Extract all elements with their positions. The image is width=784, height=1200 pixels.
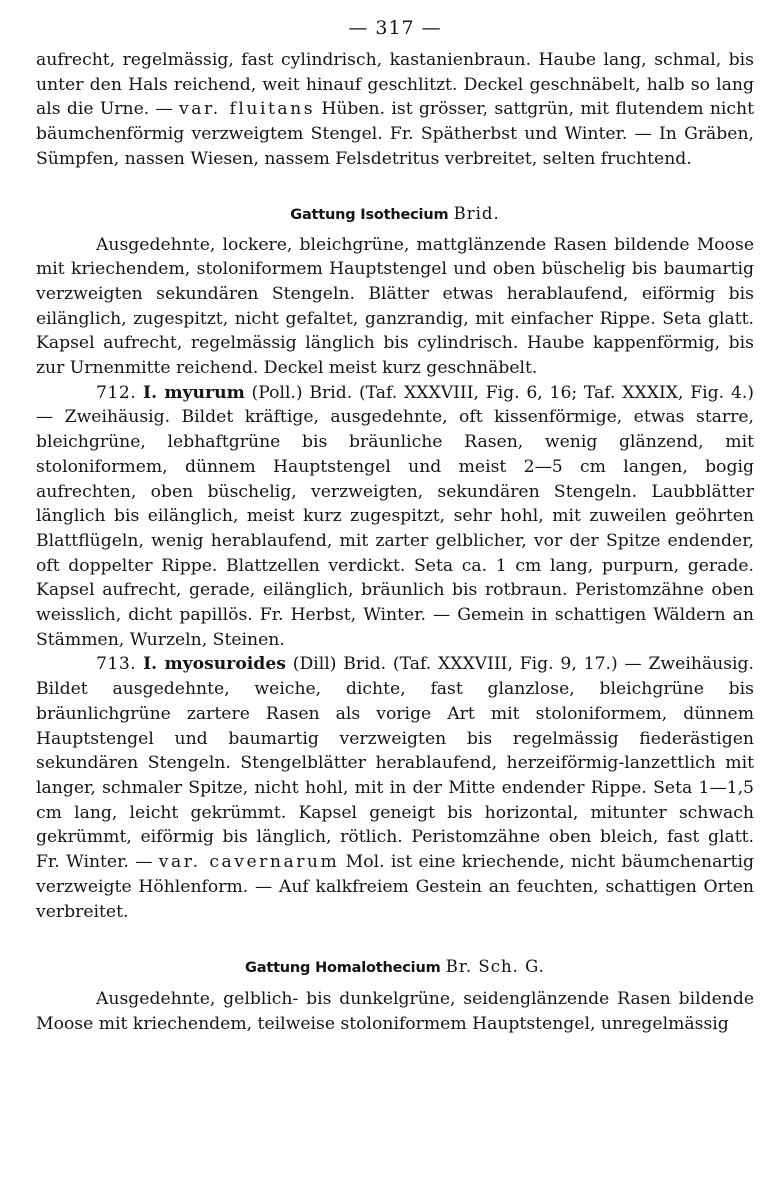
paragraph-text: Hüben. ist grösser, sattgrün, mit flutendem nicht bäumchenförmig verzweigtem Stengel. Fr. Spätherbst und Winter. — In Gräben, Sümpfen, nassen Wiesen, nassem Felsdetritus verbreitet, selten fruchtend. [36, 99, 754, 169]
genus-description: Ausgedehnte, gelblich- bis dunkelgrüne, seidenglänzende Rasen bildende Moose mit kriechendem, teilweise stoloniformem Hauptstengel, unregelmässig [36, 989, 754, 1034]
genus-heading-isothecium [36, 202, 754, 227]
variety-name: var. fluitans [179, 99, 316, 120]
paragraph-continuation [36, 48, 754, 172]
genus-author: Brid. [453, 203, 500, 223]
paragraph-text: aufrecht, regelmässig, fast cylindrisch, kastanienbraun. Haube lang, schmal, bis unter den Hals reichend, weit hinauf geschlitzt. Deckel geschnäbelt, halb so lang als die Urne. — [36, 50, 754, 120]
species-name: I. myosuroides [143, 654, 286, 675]
genus-author: Br. Sch. G. [445, 957, 545, 977]
genus-description: Ausgedehnte, lockere, bleichgrüne, mattglänzende Rasen bildende Moose mit kriechendem, stoloniformem Hauptstengel und oben büschelig bis baumartig verzweigten sekundären Stengeln. Blätter etwas herablaufend, eiförmig bis eilänglich, zugespitzt, nicht gefaltet, ganzrandig, mit einfacher Rippe. Seta glatt. Kapsel aufrecht, regelmässig länglich bis cylindrisch. Haube kappenförmig, bis zur Urnenmitte reichend. Deckel meist kurz geschnäbelt. [36, 234, 754, 379]
species-description-end: Mol. ist eine kriechende, nicht bäumchenartig verzweigte Höhlenform. — Auf kalkfreiem Gestein an feuchten, schattigen Orten verbreitet. [36, 852, 754, 922]
species-number: 713. [96, 654, 137, 675]
species-number: 712. [96, 382, 137, 403]
species-entry-712 [36, 381, 754, 653]
species-entry-713 [36, 652, 754, 924]
species-description: (Poll.) Brid. (Taf. XXXVIII, Fig. 6, 16; Taf. XXXIX, Fig. 4.) — Zweihäusig. Bildet kräftige, ausgedehnte, oft kissenförmige, etwas starre, bleichgrüne, lebhaftgrüne bis bräunliche Rasen, wenig glänzend, mit stoloniformem, dünnem Hauptstengel und meist 2—5 cm langen, bogig aufrechten, oben büschelig, verzweigten, sekundären Stengeln. Laubblätter länglich bis eilänglich, meist kurz zugespitzt, sehr hohl, mit zuweilen geöhrten Blattflügeln, wenig herablaufend, mit zarter gelblicher, vor der Spitze endender, oft doppelter Rippe. Blattzellen verdickt. Seta ca. 1 cm lang, purpurn, gerade. Kapsel aufrecht, gerade, eilänglich, bräunlich bis rotbraun. Peristomzähne oben weisslich, dicht papillös. Fr. Herbst, Winter. — Gemein in schattigen Wäldern an Stämmen, Wurzeln, Steinen. [36, 382, 754, 650]
species-name: I. myurum [143, 382, 245, 403]
genus-title: Gattung Isothecium [290, 206, 449, 223]
page-number: — 317 — [348, 17, 442, 39]
variety-name: var. cavernarum [158, 852, 340, 873]
genus-title: Gattung Homalothecium [245, 960, 441, 977]
species-description: (Dill) Brid. (Taf. XXXVIII, Fig. 9, 17.) — Zweihäusig. Bildet ausgedehnte, weiche, dichte, fast glanzlose, bleichgrüne bis bräunlichgrüne zartere Rasen als vorige Art mit stoloniformem, dünnem Hauptstengel und baumartig verzweigten bis regelmässig fiederästigen sekundären Stengeln. Stengelblätter herablaufend, herzeiförmig-lanzettlich mit langer, schmaler Spitze, nicht hohl, mit in der Mitte endender Rippe. Seta 1—1,5 cm lang, leicht gekrümmt. Kapsel geneigt bis horizontal, mitunter schwach gekrümmt, eiförmig bis länglich, rötlich. Peristomzähne oben bleich, fast glatt. Fr. Winter. — [36, 654, 754, 873]
book-page [36, 14, 754, 1037]
genus-heading-homalothecium [36, 955, 754, 980]
